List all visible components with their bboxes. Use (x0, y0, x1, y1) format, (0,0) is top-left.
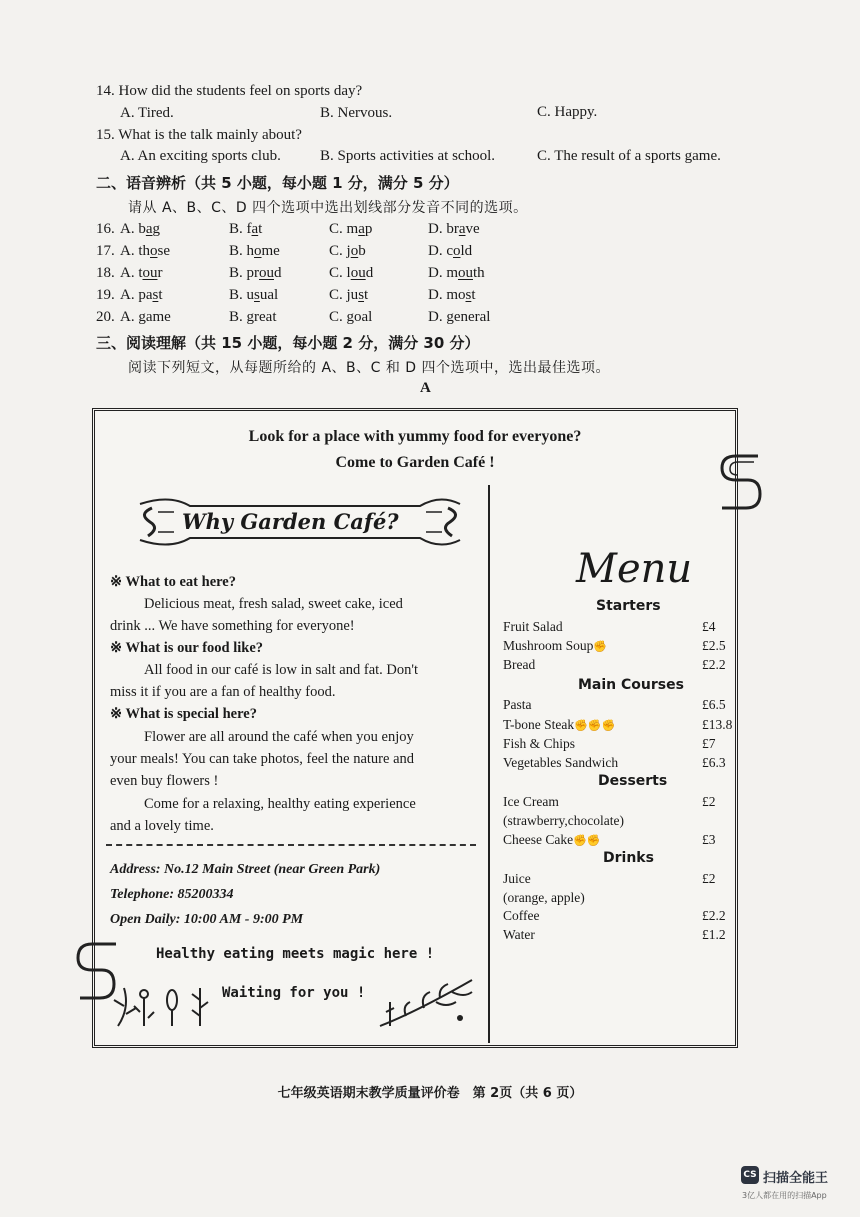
menu-item-name: Fruit Salad (503, 619, 563, 634)
q14-option-a: A. Tired. (120, 105, 174, 121)
question-14: 14. How did the students feel on sports day? (96, 83, 363, 99)
menu-item-price: £2.2 (702, 657, 726, 672)
section-3-instruction: 阅读下列短文，从每题所给的 A、B、C 和 D 四个选项中，选出最佳选项。 (128, 360, 611, 376)
phonics-option: A. tour (120, 265, 163, 281)
phonics-option: B. proud (229, 265, 282, 281)
menu-item-name: Coffee (503, 908, 540, 923)
menu-item-name: Juice (503, 871, 531, 886)
phonics-option: B. great (229, 309, 277, 325)
menu-item-name: Pasta (503, 697, 532, 712)
section-2-title: 二、语音辨析（共 5 小题，每小题 1 分，满分 5 分） (96, 174, 459, 192)
phonics-option: A. past (120, 287, 163, 303)
banner-title: Why Garden Café? (182, 509, 399, 534)
phonics-number: 17. (96, 243, 115, 259)
dashed-divider (106, 844, 476, 846)
para-3-line-2: your meals! You can take photos, feel the nature and (110, 751, 415, 767)
q14-option-c: C. Happy. (537, 104, 598, 120)
q15-option-c: C. The result of a sports game. (537, 148, 721, 164)
menu-item-price: £2.2 (702, 908, 726, 923)
opening-hours: Open Daily: 10:00 AM - 9:00 PM (110, 912, 304, 927)
thumbs-up-icon: ✊ (573, 835, 587, 847)
scanner-tagline: 3亿人都在用的扫描App (742, 1191, 827, 1200)
menu-item-price: £2 (702, 871, 716, 886)
para-2-line-1: All food in our café is low in salt and fat. Don't (144, 662, 419, 678)
passage-label: A (420, 380, 431, 396)
phonics-option: D. cold (428, 243, 473, 259)
para-3-line-3: even buy flowers ! (110, 773, 219, 789)
phonics-option: C. map (329, 221, 373, 237)
menu-item-name: Water (503, 927, 535, 942)
menu-item-price: £2 (702, 794, 716, 809)
menu-item-note: (orange, apple) (503, 890, 585, 905)
thumbs-up-icon: ✊ (586, 835, 601, 847)
phonics-option: C. just (329, 287, 369, 303)
plant-doodle-right (376, 972, 482, 1032)
address: Address: No.12 Main Street (near Green Park) (110, 862, 381, 877)
scanner-logo: CS (741, 1166, 759, 1184)
column-divider (488, 485, 490, 1043)
section-3-title: 三、阅读理解（共 15 小题，每小题 2 分，满分 30 分） (96, 334, 480, 352)
thumbs-up-icon: ✊ (593, 641, 608, 653)
phonics-option: B. fat (229, 221, 263, 237)
q15-option-b: B. Sports activities at school. (320, 148, 495, 164)
menu-category-main: Main Courses (578, 677, 684, 693)
phonics-number: 20. (96, 309, 115, 325)
telephone: Telephone: 85200334 (110, 887, 234, 902)
menu-item-price: £6.3 (702, 755, 726, 770)
menu-item-name: Mushroom Soup✊ (503, 638, 608, 653)
menu-item-name: Fish & Chips (503, 736, 576, 751)
heading-what-to-eat: ※ What to eat here? (110, 574, 236, 590)
menu-item-price: £6.5 (702, 697, 726, 712)
question-15: 15. What is the talk mainly about? (96, 127, 302, 143)
phonics-option: D. brave (428, 221, 480, 237)
phonics-option: A. bag (120, 221, 161, 237)
menu-title: Menu (576, 546, 693, 592)
menu-item-name: Ice Cream (503, 794, 559, 809)
menu-item-price: £7 (702, 736, 716, 751)
phonics-option: D. most (428, 287, 476, 303)
phonics-number: 18. (96, 265, 115, 281)
menu-item-price: £1.2 (702, 927, 726, 942)
phonics-number: 19. (96, 287, 115, 303)
phonics-number: 16. (96, 221, 115, 237)
menu-category-desserts: Desserts (598, 773, 668, 789)
q14-option-b: B. Nervous. (320, 105, 393, 121)
phonics-option: B. home (229, 243, 280, 259)
para-4-line-2: and a lovely time. (110, 818, 214, 834)
menu-item-name: Cheese Cake✊✊ (503, 832, 601, 847)
menu-item-price: £4 (702, 619, 716, 634)
menu-category-drinks: Drinks (603, 850, 654, 866)
phonics-option: C. goal (329, 309, 373, 325)
menu-item-price: £2.5 (702, 638, 726, 653)
ad-headline-2: Come to Garden Café ! (335, 454, 495, 471)
para-2-line-2: miss it if you are a fan of healthy food. (110, 684, 336, 700)
scanner-brand: 扫描全能王 (763, 1171, 829, 1186)
menu-item-name: Bread (503, 657, 536, 672)
section-2-instruction: 请从 A、B、C、D 四个选项中选出划线部分发音不同的选项。 (128, 200, 528, 216)
slogan-waiting: Waiting for you ! (222, 985, 366, 1001)
q15-option-a: A. An exciting sports club. (120, 148, 281, 164)
page-footer: 七年级英语期末教学质量评价卷 第 2页（共 6 页） (277, 1086, 583, 1101)
phonics-option: A. game (120, 309, 171, 325)
para-3-line-1: Flower are all around the café when you enjoy (144, 729, 414, 745)
phonics-option: D. general (428, 309, 491, 325)
menu-item-name: T-bone Steak✊✊✊ (503, 717, 616, 732)
menu-item-price: £13.8 (702, 717, 733, 732)
phonics-option: C. job (329, 243, 366, 259)
plant-doodle-left (110, 978, 220, 1030)
thumbs-up-icon: ✊ (601, 720, 616, 732)
heading-food-like: ※ What is our food like? (110, 640, 264, 656)
slogan-healthy-eating: Healthy eating meets magic here ! (156, 946, 435, 962)
para-1-line-2: drink ... We have something for everyone! (110, 618, 355, 634)
thumbs-up-icon: ✊ (587, 720, 602, 732)
phonics-option: B. usual (229, 287, 279, 303)
para-4-line-1: Come for a relaxing, healthy eating experience (144, 796, 416, 812)
heading-special: ※ What is special here? (110, 706, 257, 722)
phonics-option: D. mouth (428, 265, 485, 281)
thumbs-up-icon: ✊ (574, 720, 588, 732)
phonics-option: A. those (120, 243, 170, 259)
ad-headline-1: Look for a place with yummy food for everyone? (248, 428, 582, 445)
phonics-option: C. loud (329, 265, 374, 281)
para-1-line-1: Delicious meat, fresh salad, sweet cake, iced (144, 596, 403, 612)
menu-item-name: Vegetables Sandwich (503, 755, 619, 770)
menu-item-note: (strawberry,chocolate) (503, 813, 624, 828)
menu-category-starters: Starters (596, 598, 661, 614)
menu-item-price: £3 (702, 832, 716, 847)
